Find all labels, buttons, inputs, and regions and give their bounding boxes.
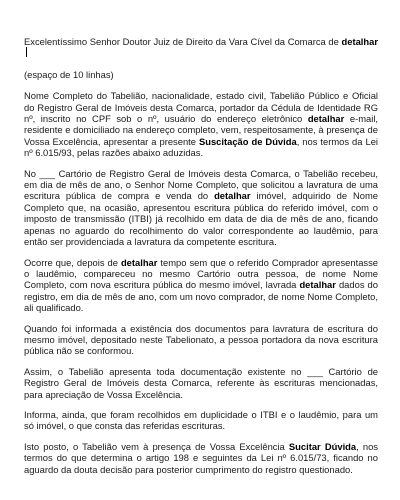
paragraph-conclusion [24, 441, 378, 475]
paragraph-text: No ___ Cartório de Registro Geral de Imóveis desta Comarca, o Tabelião recebeu, em dia de mês de ano, o Senhor Nome Completo, que solicitou a lavratura de uma escritura pública de compra e venda do [24, 167, 378, 202]
paragraph-text: , nos termos da Lei nº 6.015/93, pelas razões abaixo aduzidas. [24, 135, 378, 159]
placeholder-detalhar: detalhar [341, 36, 378, 47]
text-cursor [26, 47, 27, 57]
placeholder-detalhar: detalhar [214, 190, 251, 202]
paragraph-text: Ocorre que, depois de [24, 256, 121, 268]
salutation-text: Excelentíssimo Senhor Doutor Juiz de Direito da Vara Cível da Comarca de [24, 36, 342, 47]
placeholder-detalhar: detalhar [307, 113, 345, 125]
paragraph-qualification [24, 90, 378, 158]
spacing-note: (espaço de 10 linhas) [24, 68, 114, 80]
paragraph-text: e-mail, residente e domiciliado na endereço completo, vem, respeitosamente, à presença de Vossa Excelência, apresentar a presente [24, 113, 379, 147]
paragraph-nonconformity: Quando foi informada a existência dos documentos para lavratura de escritura do mesmo imóvel, depositado neste Tabelionato, a pessoa portadora da nova escritura pública não se conformou. [24, 322, 378, 357]
paragraph-documentation: Assim, o Tabelião apresenta toda documentação existente no ___ Cartório de Registro Geral de Imóveis desta Comarca, referente às escrituras mencionadas, para apreciação de Vossa Excelência. [24, 365, 378, 400]
paragraph-occurrence [24, 257, 378, 314]
paragraph-text: Nome Completo do Tabelião, nacionalidade, estado civil, Tabelião Público e Oficial do Registro Geral de Imóveis desta Comarca, portador da Cédula de Identidade RG nº, inscrito no CPF sob o nº, usuário do endereço eletrônico [24, 90, 378, 125]
placeholder-detalhar: detalhar [299, 279, 336, 291]
paragraph-text: , nos termos do que determina o artigo 198 e seguintes da Lei nº 6.015/73, ficando no aguardo da douta decisão para posterior cumprimento do registro questionado. [24, 440, 378, 475]
sucitar-duvida-label: Sucitar Dúvida [288, 440, 357, 452]
placeholder-detalhar: detalhar [120, 256, 158, 268]
suscitacao-de-duvida-label: Suscitação de Dúvida [198, 135, 297, 147]
paragraph-facts [24, 168, 378, 248]
paragraph-text: imóvel, adquirido de Nome Completo que, na ocasião, apresentou escritura pública do referido imóvel, com o imposto de transmissão (ITBI) já recolhido em data de dia de mês de ano, ficando apenas no aguardo do recolhimento do valor correspondente ao laudêmio, para então ser providenciada a lavratura da competente escritura. [24, 190, 379, 248]
paragraph-text: dados do registro, em dia de mês de ano, com um novo comprador, de nome Nome Completo, ali qualificado. [24, 279, 378, 314]
paragraph-duplicity: Informa, ainda, que foram recolhidos em duplicidade o ITBI e o laudêmio, para um só imóvel, o que consta das referidas escrituras. [24, 408, 378, 432]
paragraph-text: tempo sem que o referido Comprador apresentasse o laudêmio, compareceu no mesmo Cartório outra pessoa, de nome Nome Completo, com nova escritura pública do mesmo imóvel, lavrada [24, 256, 379, 291]
paragraph-text: Isto posto, o Tabelião vem à presença de Vossa Excelência [24, 440, 289, 452]
salutation-paragraph [24, 36, 378, 59]
